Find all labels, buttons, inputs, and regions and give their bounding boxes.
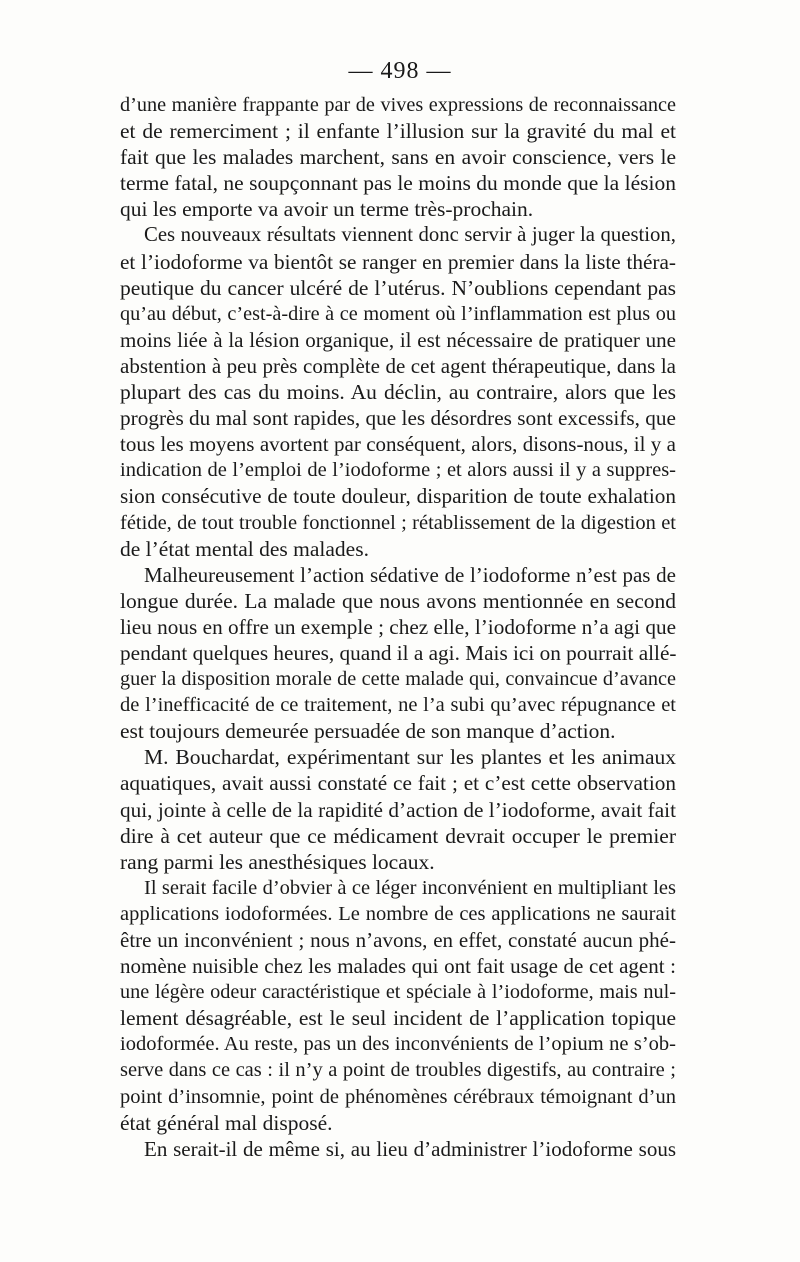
text-line: nomène nuisible chez les malades qui ont fait usage de cet agent : — [120, 954, 676, 979]
text-line: d’une manière frappante par de vives expressions de reconnaissance — [120, 94, 676, 116]
text-line: pendant quelques heures, quand il a agi. Mais ici on pourrait allé- — [120, 640, 676, 665]
text-line: moins liée à la lésion organique, il est nécessaire de pratiquer une — [120, 327, 676, 352]
text-line: longue durée. La malade que nous avons mentionnée en second — [120, 588, 676, 613]
text-line: et l’iodoforme va bientôt se ranger en premier dans la liste théra- — [120, 249, 676, 274]
text-line: aquatiques, avait aussi constaté ce fait ; et c’est cette observation — [120, 771, 676, 796]
text-line: En serait-il de même si, au lieu d’administrer l’iodoforme sous — [144, 1136, 676, 1161]
text-line: progrès du mal sont rapides, que les désordres sont excessifs, que — [120, 406, 676, 431]
text-line: qui, jointe à celle de la rapidité d’action de l’iodoforme, avait fait — [120, 797, 676, 822]
text-line: fait que les malades marchent, sans en avoir conscience, vers le — [120, 145, 676, 170]
text-line: qu’au début, c’est-à-dire à ce moment où l’inflammation est plus ou — [120, 302, 676, 325]
text-line: point d’insomnie, point de phénomènes cérébraux témoignant d’un — [120, 1085, 676, 1108]
text-line: fétide, de tout trouble fonctionnel ; rétablissement de la digestion et — [120, 511, 676, 534]
text-line: plupart des cas du moins. Au déclin, au contraire, alors que les — [120, 380, 676, 405]
text-line: de l’inefficacité de ce traitement, ne l’a subi qu’avec répugnance et — [120, 694, 676, 717]
text-line: guer la disposition morale de cette malade qui, convaincue d’avance — [120, 668, 676, 691]
text-line: tous les moyens avortent par conséquent, alors, disons-nous, il y a — [120, 432, 676, 457]
text-line: terme fatal, ne soupçonnant pas le moins du monde que la lésion — [120, 171, 676, 196]
text-line: est toujours demeurée persuadée de son manque d’action. — [120, 719, 616, 744]
text-line: indication de l’emploi de l’iodoforme ; et alors aussi il y a suppres- — [120, 459, 676, 482]
body-text — [120, 92, 676, 1162]
page-number: — 498 — — [348, 58, 452, 84]
text-line: être un inconvénient ; nous n’avons, en effet, constaté aucun phé- — [120, 928, 676, 952]
text-line: Il serait facile d’obvier à ce léger inconvénient en multipliant les — [144, 876, 676, 899]
text-line: abstention à peu près complète de cet agent thérapeutique, dans la — [120, 353, 676, 378]
text-line: peutique du cancer ulcéré de l’utérus. N’oublions cependant pas — [120, 275, 676, 300]
text-line: Ces nouveaux résultats viennent donc servir à juger la question, — [144, 224, 676, 247]
text-line: état général mal disposé. — [120, 1110, 333, 1135]
text-line: et de remerciment ; il enfante l’illusion sur la gravité du mal et — [120, 119, 676, 144]
text-line: iodoformée. Au reste, pas un des inconvénients de l’opium ne s’ob- — [120, 1033, 676, 1056]
text-line: lieu nous en offre un exemple ; chez elle, l’iodoforme n’a agi que — [120, 614, 676, 639]
text-line: applications iodoformées. Le nombre de ces applications ne saurait — [120, 902, 676, 925]
text-line: de l’état mental des malades. — [120, 536, 369, 561]
text-line: serve dans ce cas : il n’y a point de troubles digestifs, au contraire ; — [120, 1059, 676, 1082]
text-line: M. Bouchardat, expérimentant sur les plantes et les animaux — [144, 745, 676, 770]
text-line: Malheureusement l’action sédative de l’iodoforme n’est pas de — [144, 562, 676, 587]
text-line: dire à cet auteur que ce médicament devrait occuper le premier — [120, 823, 676, 848]
text-line: sion consécutive de toute douleur, disparition de toute exhalation — [120, 484, 676, 509]
text-line: une légère odeur caractéristique et spéciale à l’iodoforme, mais nul- — [120, 981, 676, 1004]
text-line: lement désagréable, est le seul incident de l’application topique — [120, 1006, 676, 1031]
text-line: rang parmi les anesthésiques locaux. — [120, 849, 435, 874]
text-line: qui les emporte va avoir un terme très-prochain. — [120, 197, 534, 222]
